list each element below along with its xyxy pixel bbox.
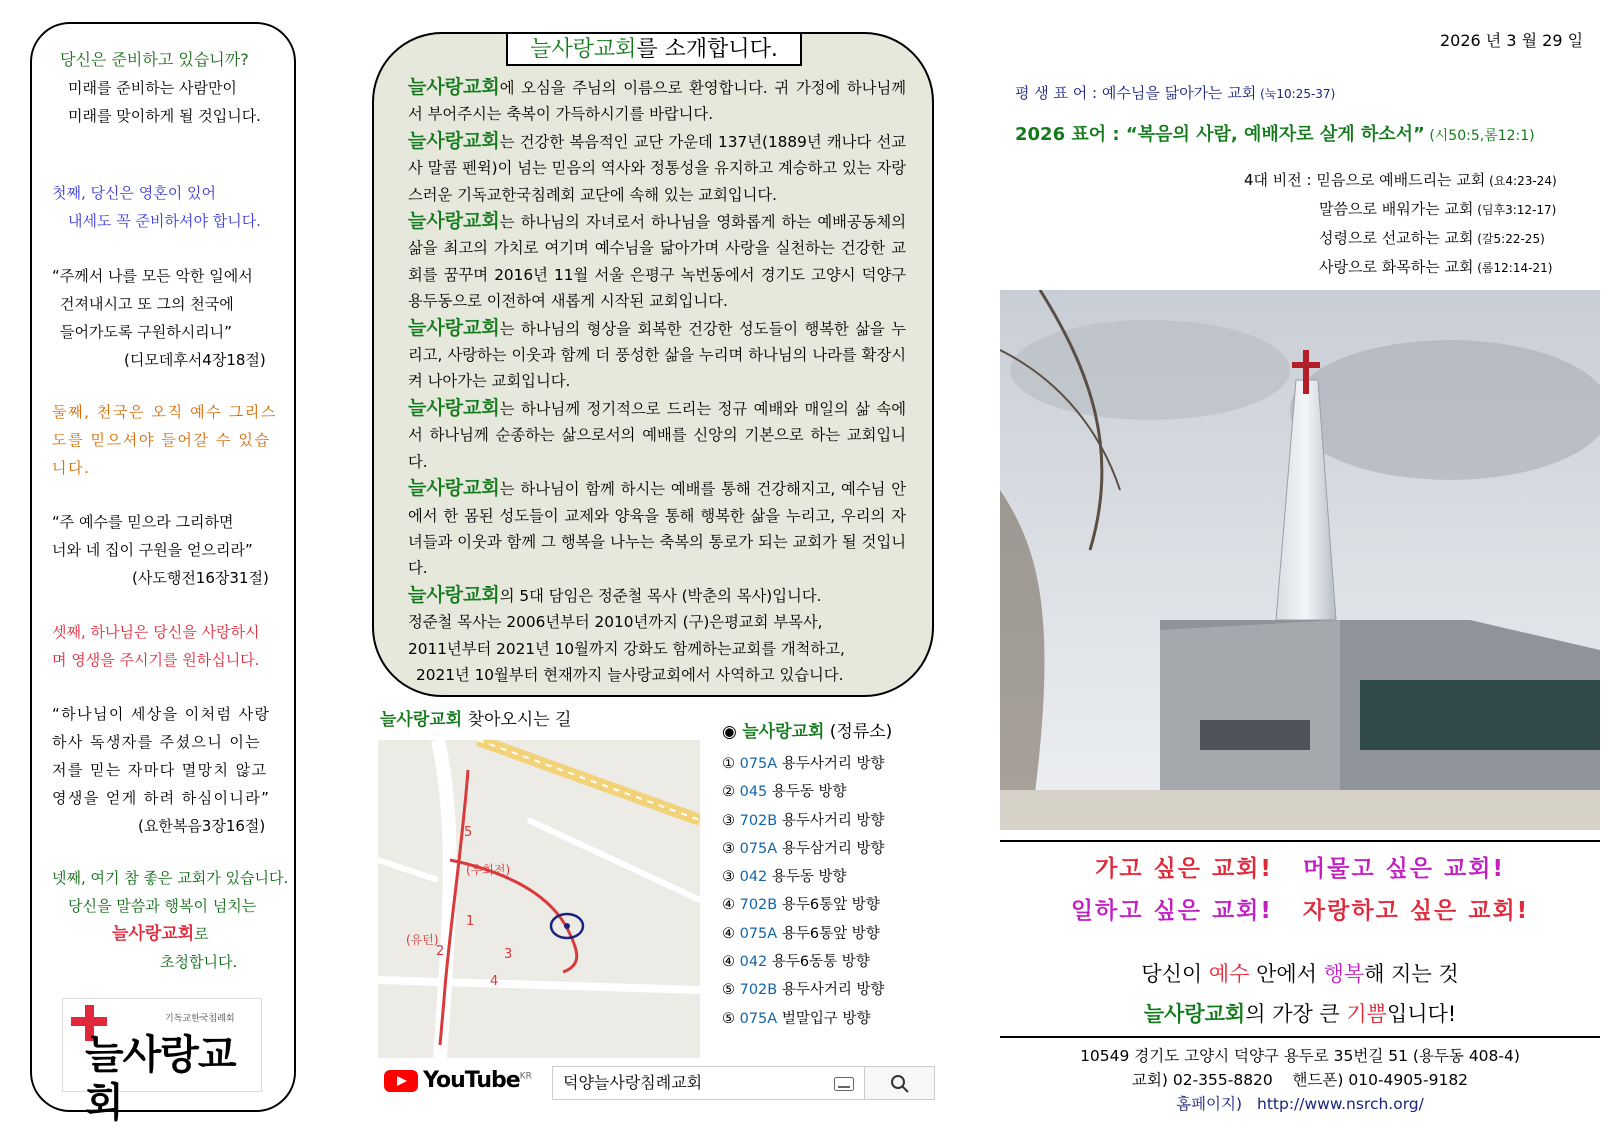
youtube-search-input[interactable] (552, 1066, 865, 1100)
invitation-panel (30, 22, 296, 1126)
logo-subtitle: 기독교한국침례회 (165, 1014, 235, 1024)
vision-ref: (롬12:14-21) (1473, 261, 1553, 275)
intro-panel (372, 32, 934, 697)
title-text: (정류소) (824, 722, 893, 742)
intro-paragraph (408, 74, 906, 128)
homepage-link[interactable]: http://www.nsrch.org/ (1257, 1095, 1424, 1113)
bus-destination: 용두동 방향 (771, 784, 847, 801)
tagline (1000, 958, 1600, 988)
church-name: 늘사랑교회 (408, 76, 500, 98)
church-name: 늘사랑교회 (408, 396, 500, 419)
motto-label: 평 생 표 어 : (1015, 84, 1102, 102)
bus-destination: 용두삼거리 방향 (781, 840, 885, 857)
paragraph-text: 는 하나님의 형상을 회복한 건강한 성도들이 행복한 삶을 누리고, 사랑하는 이웃과 함께 더 풍성한 삶을 누리며 하나님의 나라를 확장시켜 나아가는 교회입니다. (408, 319, 906, 391)
bus-number: 042 (739, 869, 768, 886)
vision-text: 믿음으로 예배드리는 교회 (1316, 171, 1486, 189)
church-name: 늘사랑교회 (408, 316, 500, 339)
text-line: 도를 믿으셔야 들어갈 수 있습 (52, 431, 271, 449)
map-number: 5 (464, 825, 473, 840)
stop-number: ③ (722, 812, 735, 829)
title-text: 를 소개합니다. (636, 37, 778, 62)
vision-item (1244, 224, 1557, 253)
bus-number: 075A (739, 1010, 778, 1027)
paragraph-text: 는 하나님께 정기적으로 드리는 정규 예배와 매일의 삶 속에서 하나님께 순종하는 삶으로서의 예배를 신앙의 기본으로 하는 교회입니다. (408, 399, 906, 471)
bus-destination: 용두6동통 방향 (771, 954, 870, 971)
tag-highlight: 기쁨 (1346, 1002, 1387, 1026)
vision-label: 4대 비전 : (1244, 171, 1317, 189)
slogan-text: 가고 싶은 교회! (1095, 856, 1273, 882)
motto-ref: (눅10:25-37) (1256, 87, 1336, 101)
intro-paragraph (408, 128, 906, 208)
bus-number: 075A (739, 756, 778, 772)
bus-stop-item (722, 863, 892, 891)
text-line: 내세도 꼭 준비하셔야 합니다. (68, 212, 261, 230)
text-line: 첫째, 당신은 영혼이 있어 (52, 184, 216, 202)
intro-paragraph (408, 208, 906, 315)
tagline (1000, 998, 1600, 1028)
text-line: 셋째, 하나님은 당신을 사랑하시 (52, 623, 260, 641)
divider (1000, 1036, 1600, 1038)
text-line: 들어가도록 구원하시리니” (60, 323, 232, 341)
verse-third (52, 700, 270, 840)
vision-item (1244, 166, 1557, 195)
text-line: 로 (194, 925, 209, 943)
church-building-photo (1000, 290, 1600, 830)
map-label: (유턴) (406, 933, 439, 947)
church-name: 늘사랑교회 (408, 477, 500, 500)
slogan-text: 자랑하고 싶은 교회! (1302, 898, 1530, 924)
paragraph-text: 는 하나님의 자녀로서 하나님을 영화롭게 하는 예배공동체의 삶을 최고의 가치로 여기며 예수님을 닮아가며 사랑을 실천하는 건강한 교회를 꿈꾸며 2016년 11월 서울 은평구 녹번동에서 경기도 고양시 덕양구 용두동으로 이전하여 새롭게 시작된 교회입니다. (408, 213, 906, 311)
year-motto (1015, 120, 1535, 146)
verse-second (52, 508, 269, 592)
bus-stop-item (722, 976, 892, 1004)
slogan-text: 일하고 싶은 교회! (1070, 898, 1273, 924)
youtube-search-button[interactable] (865, 1066, 935, 1100)
bus-stop-item (722, 948, 892, 976)
text-line: 저를 믿는 자마다 멸망치 않고 (52, 761, 268, 779)
church-name: 늘사랑교회 (408, 129, 500, 152)
stop-number: ② (722, 784, 735, 801)
church-phone: 교회) 02-355-8820 핸드폰) 010-4905-9182 (1131, 1071, 1469, 1089)
bus-number: 042 (739, 954, 768, 971)
bus-destination: 용두사거리 방향 (781, 982, 885, 999)
church-name: 늘사랑교회 (530, 37, 637, 62)
map-number: 1 (466, 914, 475, 929)
pastor-line: 정준철 목사는 2006년부터 2010년까지 (구)은평교회 부목사, (408, 613, 823, 632)
bus-destination: 용두사거리 방향 (781, 812, 885, 829)
map-number: 2 (436, 944, 445, 959)
vision-text: 사랑으로 화목하는 교회 (1319, 258, 1474, 276)
bus-destination: 용두6통앞 방향 (781, 897, 880, 914)
church-name: 늘사랑교회 (408, 210, 500, 233)
bus-destination: 용두사거리 방향 (781, 756, 885, 772)
tag-text: 의 가장 큰 (1245, 1002, 1347, 1026)
target-icon: ◉ (722, 722, 737, 742)
vision-item (1244, 195, 1557, 224)
bus-number: 702B (739, 897, 778, 914)
vision-list (1244, 166, 1557, 282)
text-line: “주 예수를 믿으라 그리하면 (52, 513, 234, 531)
slogan-line (1000, 850, 1600, 883)
church-address: 10549 경기도 고양시 덕양구 용두로 35번길 51 (용두동 408-4) (1080, 1047, 1520, 1065)
paragraph-text: 는 하나님이 함께 하시는 예배를 통해 건강해지고, 예수님 안에서 한 몸된 성도들이 교제와 양육을 통해 행복한 삶을 누리고, 우리의 자녀들과 이웃과 함께 그 행복을 나누는 축복의 통로가 되는 교회가 될 것입니다. (408, 480, 906, 578)
vision-ref: (딤후3:12-17) (1473, 203, 1557, 217)
text-line: 너와 네 집이 구원을 얻으리라” (52, 541, 253, 559)
text-line: 영생을 얻게 하려 하심이니라” (52, 789, 271, 807)
point-first (52, 179, 261, 235)
location-map[interactable] (378, 740, 700, 1058)
tag-text: 당신이 (1141, 962, 1209, 986)
vision-ref: (요4:23-24) (1485, 174, 1557, 188)
text-line: 며 영생을 주시기를 원하십니다. (52, 651, 260, 669)
map-label: (우회전) (466, 863, 511, 877)
stop-number: ④ (722, 954, 735, 971)
intro-paragraph (408, 475, 906, 582)
title-text: 찾아오시는 길 (462, 710, 572, 730)
point-fourth (52, 864, 288, 976)
bus-destination: 용두6통앞 방향 (781, 925, 880, 942)
text-line: 하사 독생자를 주셨으니 이는 (52, 733, 262, 751)
bus-stop-list (722, 718, 892, 1033)
bus-stop-item (722, 807, 892, 835)
search-icon (890, 1074, 910, 1094)
map-number: 4 (490, 974, 499, 989)
church-name: 늘사랑교회 (1143, 1002, 1246, 1026)
motto-ref: (시50:5,롬12:1) (1424, 128, 1535, 144)
intro-title (506, 32, 802, 66)
church-name: 늘사랑교회 (408, 583, 500, 606)
church-name: 늘사랑교회 (380, 710, 463, 730)
bus-destination: 벌말입구 방향 (781, 1010, 871, 1027)
map-number: 3 (504, 947, 513, 962)
bus-stop-item (722, 778, 892, 806)
tag-text: 안에서 (1249, 962, 1324, 986)
paragraph-text: 의 5대 담임은 정준철 목사 (박춘의 목사)입니다. (499, 586, 822, 605)
youtube-region: KR (519, 1071, 532, 1082)
text-line: “주께서 나를 모든 악한 일에서 (52, 267, 253, 285)
church-name: 늘사랑교회 (742, 722, 825, 742)
text-line: 초청합니다. (160, 953, 238, 971)
directions-title (380, 705, 571, 730)
tag-highlight: 행복 (1323, 962, 1365, 986)
stop-number: ⑤ (722, 982, 735, 999)
text-line: “하나님이 세상을 이처럼 사랑 (52, 705, 271, 723)
vision-item (1244, 253, 1557, 282)
lifetime-motto (1015, 82, 1335, 103)
motto-text: 예수님을 닮아가는 교회 (1101, 84, 1257, 102)
vision-text: 성령으로 선교하는 교회 (1319, 229, 1474, 247)
verse-ref: (디모데후서4장18절) (124, 351, 266, 369)
search-value: 덕양늘사랑침례교회 (563, 1073, 703, 1092)
bus-stop-item (722, 750, 892, 778)
stop-number: ③ (722, 840, 735, 857)
youtube-logo[interactable] (384, 1068, 532, 1098)
bus-number: 075A (739, 925, 778, 942)
bus-number: 045 (739, 784, 768, 801)
bus-number: 702B (739, 812, 778, 829)
vision-text: 말씀으로 배워가는 교회 (1319, 200, 1474, 218)
stop-number: ④ (722, 897, 735, 914)
text-line: 넷째, 여기 참 좋은 교회가 있습니다. (52, 869, 289, 887)
text-line: 당신을 말씀과 행복이 넘치는 (68, 897, 257, 915)
bulletin-date: 2026 년 3 월 29 일 (1440, 31, 1584, 50)
motto-text: “복음의 사람, 예배자로 살게 하소서” (1125, 124, 1425, 145)
stop-number: ① (722, 756, 735, 772)
text-line: 니다. (52, 459, 91, 477)
point-second (52, 398, 277, 482)
bus-destination: 용두동 방향 (771, 869, 847, 886)
keyboard-icon[interactable] (834, 1077, 854, 1091)
stop-number: ⑤ (722, 1010, 735, 1027)
slogan-text: 머물고 싶은 교회! (1302, 856, 1505, 882)
stop-number: ④ (722, 925, 735, 942)
stop-list-title (722, 718, 892, 750)
bus-stop-item (722, 920, 892, 948)
intro-paragraph (408, 582, 906, 609)
question-title: 당신은 준비하고 있습니까? (60, 50, 249, 69)
paragraph-text: 는 건강한 복음적인 교단 가운데 137년(1889년 캐나다 선교사 말콤 펜윅)이 넘는 믿음의 역사와 정통성을 유지하고 계승하고 있는 자랑스러운 기독교한국침례회 교단에 속해 있는 교회입니다. (408, 132, 906, 204)
verse-ref: (요한복음3장16절) (138, 817, 266, 835)
church-name: 늘사랑교회 (112, 924, 195, 944)
bus-number: 075A (739, 840, 778, 857)
homepage-label: 홈페이지) (1176, 1095, 1243, 1113)
bus-stop-item (722, 1005, 892, 1033)
contact-block (1000, 1044, 1600, 1116)
verse-first (52, 262, 266, 374)
tag-text: 입니다! (1386, 1002, 1457, 1026)
pastor-line: 2021년 10월부터 현재까지 늘사랑교회에서 사역하고 있습니다. (416, 665, 844, 684)
intro-text (408, 74, 906, 688)
tag-text: 해 지는 것 (1364, 962, 1459, 986)
pastor-line: 2011년부터 2021년 10월까지 강화도 함께하는교회를 개척하고, (408, 639, 845, 658)
paragraph-text: 에 오심을 주님의 이름으로 환영합니다. 귀 가정에 하나님께서 부어주시는 축복이 가득하시기를 바랍니다. (408, 79, 906, 124)
slogan-line (1000, 892, 1600, 925)
tag-highlight: 예수 (1208, 962, 1250, 986)
bus-stop-item (722, 891, 892, 919)
point-third (52, 618, 259, 674)
question-line: 미래를 준비하는 사람만이 (68, 79, 237, 97)
bus-number: 702B (739, 982, 778, 999)
map-graphic (378, 740, 700, 1058)
vision-ref: (갈5:22-25) (1473, 232, 1545, 246)
youtube-wordmark: YouTube (423, 1068, 520, 1093)
youtube-play-icon (384, 1069, 418, 1093)
church-photo-graphic (1000, 290, 1600, 830)
text-line: 건져내시고 또 그의 천국에 (60, 295, 234, 313)
stop-number: ③ (722, 869, 735, 886)
verse-ref: (사도행전16장31절) (132, 569, 269, 587)
divider (1000, 840, 1600, 842)
motto-label: 2026 표어 : (1015, 124, 1126, 145)
invitation-question (60, 46, 261, 130)
intro-paragraph (408, 395, 906, 475)
church-logo (62, 998, 262, 1126)
question-line: 미래를 맞이하게 될 것입니다. (68, 107, 261, 125)
logo-name: 늘사랑교회 (85, 1032, 236, 1126)
text-line: 둘째, 천국은 오직 예수 그리스 (52, 403, 277, 421)
intro-paragraph (408, 315, 906, 395)
bus-stop-item (722, 835, 892, 863)
